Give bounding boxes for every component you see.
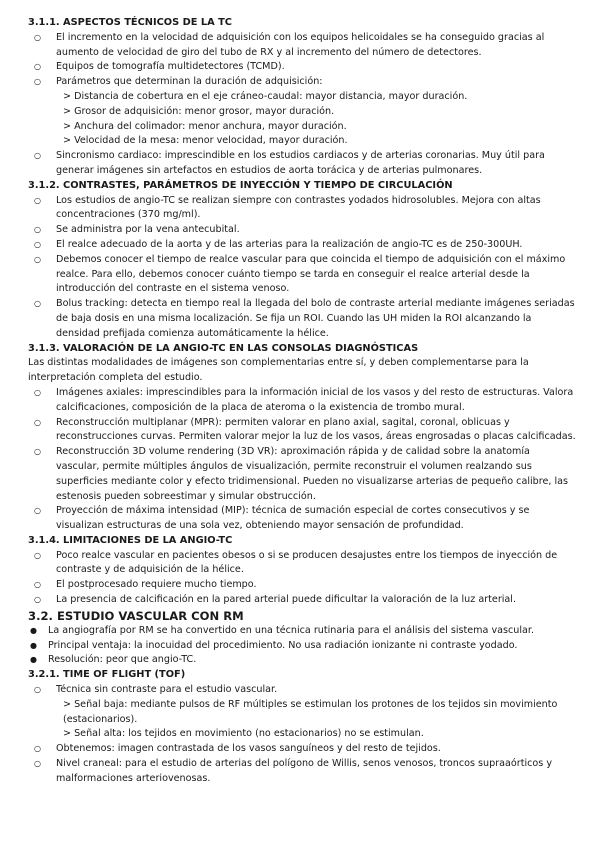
list-item: ○ Bolus tracking: detecta en tiempo real la llegada del bolo de contraste arterial mediante imágenes seriadas de baja dosis en una misma localización. Se fija un ROI. Cuando las UH miden la ROI alcanzando la densidad prefijada comienza automáticamente la hélice. (28, 297, 576, 341)
list-item: ○ Los estudios de angio-TC se realizan siempre con contrastes yodados hidrosolubles. Mejora con altas concentraciones (370 mg/ml). (28, 194, 576, 224)
list-3-1-3 (28, 386, 576, 534)
sublist-item: > Señal baja: mediante pulsos de RF múltiples se estimulan los protones de los tejidos sin movimiento (estacionarios). (63, 698, 558, 725)
intro-paragraph: Las distintas modalidades de imágenes son complementarias entre sí, y deben complementarse para la interpretación completa del estudio. (28, 357, 529, 384)
heading-3-1-2: 3.1.2. CONTRASTES, PARÁMETROS DE INYECCIÓN Y TIEMPO DE CIRCULACIÓN (28, 179, 453, 191)
list-item: ○ Poco realce vascular en pacientes obesos o si se producen desajustes entre los tiempos de inyección de contraste y de adquisición de la hélice. (28, 549, 576, 579)
list-item: ○ Sincronismo cardiaco: imprescindible en los estudios cardiacos y de arterias coronarias. Muy útil para generar imágenes sin artefactos en estudios de aorta torácica y de arterias pulmonares. (28, 149, 576, 179)
list-item: ○ La presencia de calcificación en la pared arterial puede dificultar la valoración de la luz arterial. (28, 593, 576, 608)
list-item: ○ El realce adecuado de la aorta y de las arterias para la realización de angio-TC es de 250-300UH. (28, 238, 576, 253)
list-item (28, 683, 576, 742)
heading-3-2-1: 3.2.1. TIME OF FLIGHT (TOF) (28, 669, 186, 681)
list-item: ● Principal ventaja: la inocuidad del procedimiento. No usa radiación ionizante ni contraste yodado. (28, 639, 576, 654)
list-item: ○ Imágenes axiales: imprescindibles para la información inicial de los vasos y del resto de estructuras. Valora calcificaciones, composición de la placa de ateroma o la existencia de trombo mural. (28, 386, 576, 416)
list-3-2-1 (28, 683, 576, 787)
list-item: ○ Se administra por la vena antecubital. (28, 223, 576, 238)
list-item: ○ El incremento en la velocidad de adquisición con los equipos helicoidales se ha conseguido gracias al aumento de velocidad de giro del tubo de RX y al incremento del número de detectores. (28, 31, 576, 61)
list-item: ○ Obtenemos: imagen contrastada de los vasos sanguíneos y del resto de tejidos. (28, 742, 576, 757)
sublist-item: > Distancia de cobertura en el eje cráneo-caudal: mayor distancia, mayor duración. (63, 90, 468, 102)
list-item: ○ Reconstrucción multiplanar (MPR): permiten valorar en plano axial, sagital, coronal, oblicuas y reconstrucciones curvas. Permiten valorar mejor la luz de los vasos, áreas engrosadas o placas calcificadas. (28, 416, 576, 446)
list-item: ○ Equipos de tomografía multidetectores (TCMD). (28, 60, 576, 75)
sublist-item: > Señal alta: los tejidos en movimiento (no estacionarios) no se estimulan. (63, 728, 424, 740)
list-3-1-4 (28, 549, 576, 608)
list-3-2 (28, 624, 576, 668)
list-item: ○ Reconstrucción 3D volume rendering (3D VR): aproximación rápida y de calidad sobre la anatomía vascular, permite múltiples ángulos de visualización, permite reconstruir el volumen realzando sus superficies mediante color y efecto tridimensional. Pueden no visualizarse arterias de pequeño calibre, las estenosis pueden sobreestimar y simular obstrucción. (28, 445, 576, 504)
list-item: ○ Debemos conocer el tiempo de realce vascular para que coincida el tiempo de adquisición con el máximo realce. Para ello, debemos conocer cuánto tiempo se tarda en conseguir el realce arterial desde la introducción del contraste en el sistema venoso. (28, 253, 576, 297)
sublist-3-1-1 (56, 90, 576, 149)
heading-3-1-4: 3.1.4. LIMITACIONES DE LA ANGIO-TC (28, 534, 233, 546)
sublist-item: > Grosor de adquisición: menor grosor, mayor duración. (63, 105, 335, 117)
sublist-item: > Anchura del colimador: menor anchura, mayor duración. (63, 120, 347, 132)
list-3-1-1 (28, 31, 576, 179)
heading-3-1-3: 3.1.3. VALORACIÓN DE LA ANGIO-TC EN LAS CONSOLAS DIAGNÓSTICAS (28, 342, 419, 354)
list-item-text: Parámetros que determinan la duración de adquisición: (56, 76, 323, 88)
list-item: ○ Proyección de máxima intensidad (MIP): técnica de sumación especial de cortes consecutivos y se visualizan estructuras de una sola vez, obteniendo mayor sensación de profundidad. (28, 504, 576, 534)
list-3-1-2 (28, 194, 576, 342)
heading-3-2: 3.2. ESTUDIO VASCULAR CON RM (28, 608, 244, 623)
list-item (28, 75, 576, 149)
list-item: ○ El postprocesado requiere mucho tiempo. (28, 578, 576, 593)
list-item: ○ Nivel craneal: para el estudio de arterias del polígono de Willis, senos venosos, troncos supraaórticos y malformaciones arteriovenosas. (28, 757, 576, 787)
list-item: ● La angiografía por RM se ha convertido en una técnica rutinaria para el análisis del sistema vascular. (28, 624, 576, 639)
list-item: ● Resolución: peor que angio-TC. (28, 653, 576, 668)
sublist-3-2-1 (56, 698, 576, 742)
sublist-item: > Velocidad de la mesa: menor velocidad, mayor duración. (63, 135, 348, 147)
heading-3-1-1: 3.1.1. ASPECTOS TÉCNICOS DE LA TC (28, 17, 232, 28)
list-item-text: Técnica sin contraste para el estudio vascular. (56, 684, 278, 696)
